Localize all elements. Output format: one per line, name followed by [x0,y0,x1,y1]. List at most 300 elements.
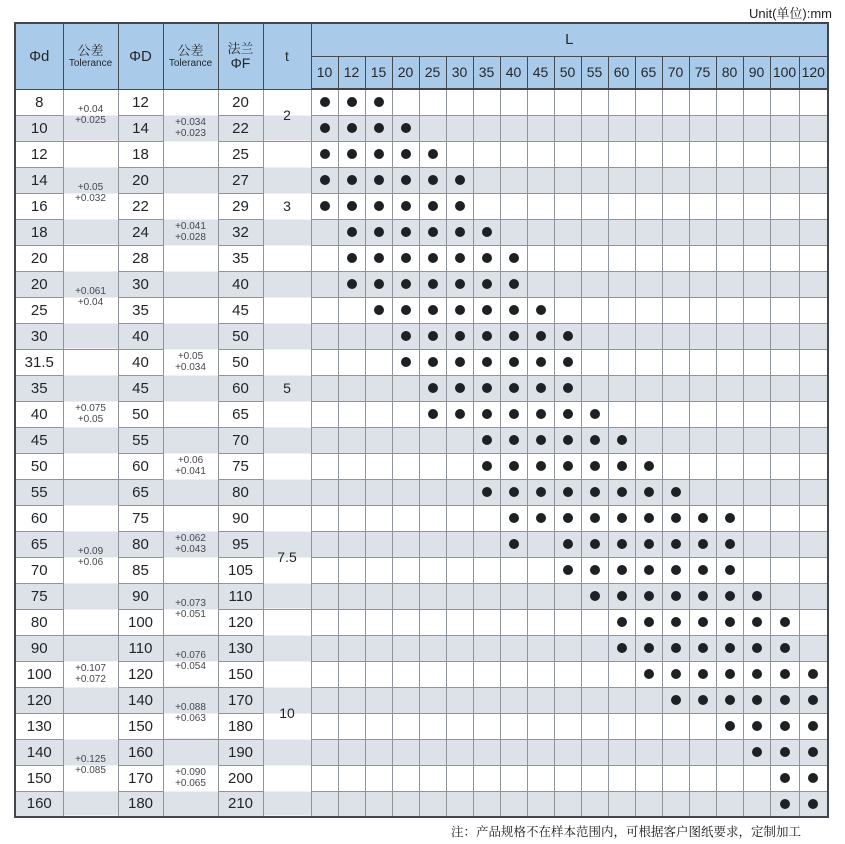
availability-dot-icon [590,565,600,575]
l-cell [311,453,338,479]
l-header-20: 20 [392,56,419,89]
phi-D-cell: 180 [118,791,163,817]
phi-D-cell: 30 [118,271,163,297]
l-cell [392,271,419,297]
spec-row [15,609,828,635]
l-cell [338,323,365,349]
spec-row [15,713,828,739]
spec-row [15,479,828,505]
l-cell [662,141,689,167]
l-cell [419,375,446,401]
l-cell [608,661,635,687]
l-cell [581,479,608,505]
l-cell [419,505,446,531]
t-cell: 3 [263,141,311,271]
availability-dot-icon [644,669,654,679]
l-cell [635,245,662,271]
l-cell [689,401,716,427]
l-cell [662,661,689,687]
tolerance-D-label-en: Tolerance [168,58,213,70]
phi-D-cell: 18 [118,141,163,167]
l-cell [446,479,473,505]
l-cell [716,401,743,427]
l-cell [473,583,500,609]
availability-dot-icon [725,669,735,679]
spec-row [15,375,828,401]
l-cell [743,531,770,557]
l-cell [527,375,554,401]
l-cell [392,245,419,271]
l-cell [311,713,338,739]
l-cell [608,167,635,193]
l-header-60: 60 [608,56,635,89]
phi-d-cell: 18 [15,219,63,245]
l-cell [635,401,662,427]
availability-dot-icon [482,279,492,289]
l-cell [662,583,689,609]
availability-dot-icon [563,565,573,575]
availability-dot-icon [428,331,438,341]
l-cell [500,271,527,297]
l-cell [365,427,392,453]
l-cell [689,583,716,609]
l-cell [446,557,473,583]
l-cell [338,609,365,635]
availability-dot-icon [536,331,546,341]
l-cell [554,687,581,713]
l-cell [446,193,473,219]
l-cell [743,635,770,661]
availability-dot-icon [617,487,627,497]
l-header-45: 45 [527,56,554,89]
l-cell [581,115,608,141]
l-cell [716,687,743,713]
spec-row [15,193,828,219]
l-cell [554,401,581,427]
availability-dot-icon [752,721,762,731]
l-cell [662,713,689,739]
l-cell [662,245,689,271]
l-cell [365,349,392,375]
l-cell [527,323,554,349]
l-cell [635,323,662,349]
l-cell [799,271,828,297]
l-cell [311,739,338,765]
l-cell [554,661,581,687]
l-cell [392,609,419,635]
col-header-flange [218,23,263,89]
l-cell [635,791,662,817]
tolerance-D-cell: +0.034 +0.023 [163,89,218,167]
l-cell [419,765,446,791]
availability-dot-icon [401,305,411,315]
l-cell [662,323,689,349]
l-cell [473,479,500,505]
l-cell [500,531,527,557]
availability-dot-icon [347,227,357,237]
spec-row [15,323,828,349]
availability-dot-icon [808,695,818,705]
availability-dot-icon [347,123,357,133]
availability-dot-icon [752,669,762,679]
availability-dot-icon [725,539,735,549]
l-cell [770,791,799,817]
l-cell [338,297,365,323]
availability-dot-icon [752,643,762,653]
l-cell [311,115,338,141]
l-cell [799,167,828,193]
phi-D-cell: 80 [118,531,163,557]
l-cell [554,791,581,817]
header-row-main [15,23,828,56]
l-cell [500,557,527,583]
l-cell [743,323,770,349]
l-cell [799,609,828,635]
availability-dot-icon [698,565,708,575]
phi-d-cell: 70 [15,557,63,583]
l-cell [799,323,828,349]
l-cell [554,453,581,479]
availability-dot-icon [482,253,492,263]
availability-dot-icon [808,669,818,679]
tolerance-D-cell: +0.05 +0.034 [163,297,218,427]
l-cell [716,427,743,453]
l-cell [799,141,828,167]
l-cell [662,193,689,219]
l-cell [770,323,799,349]
l-cell [581,505,608,531]
l-cell [770,271,799,297]
t-cell: 7.5 [263,505,311,609]
l-cell [716,245,743,271]
l-cell [554,219,581,245]
spec-row [15,297,828,323]
l-header-75: 75 [689,56,716,89]
l-cell [662,401,689,427]
l-cell [662,427,689,453]
l-cell [338,453,365,479]
availability-dot-icon [455,383,465,393]
l-cell [554,193,581,219]
l-cell [527,505,554,531]
l-cell [338,349,365,375]
l-cell [446,271,473,297]
l-cell [365,739,392,765]
l-cell [446,297,473,323]
l-cell [716,713,743,739]
l-cell [689,297,716,323]
phi-D-cell: 40 [118,349,163,375]
availability-dot-icon [752,591,762,601]
l-cell [500,297,527,323]
l-cell [770,193,799,219]
l-cell [716,271,743,297]
l-cell [311,349,338,375]
l-cell [554,89,581,115]
col-header-t: t [263,23,311,89]
phi-d-cell: 10 [15,115,63,141]
l-cell [365,115,392,141]
flange-cell: 170 [218,687,263,713]
l-cell [446,739,473,765]
tolerance-D-label-cn: 公差 [177,43,204,59]
l-cell [554,479,581,505]
phi-D-cell: 150 [118,713,163,739]
l-cell [365,141,392,167]
l-cell [527,765,554,791]
flange-label-symbol: ΦF [230,55,251,72]
availability-dot-icon [428,383,438,393]
l-cell [500,349,527,375]
availability-dot-icon [617,539,627,549]
l-cell [689,141,716,167]
l-cell [635,427,662,453]
availability-dot-icon [347,149,357,159]
l-cell [392,583,419,609]
l-cell [799,557,828,583]
l-header-40: 40 [500,56,527,89]
flange-cell: 29 [218,193,263,219]
availability-dot-icon [617,461,627,471]
l-cell [743,687,770,713]
tolerance-d-cell: +0.075 +0.05 [63,349,118,479]
l-header-90: 90 [743,56,770,89]
phi-d-cell: 30 [15,323,63,349]
availability-dot-icon [536,513,546,523]
l-cell [338,401,365,427]
l-cell [770,661,799,687]
availability-dot-icon [320,123,330,133]
l-cell [799,453,828,479]
l-cell [500,791,527,817]
phi-D-cell: 100 [118,609,163,635]
flange-cell: 110 [218,583,263,609]
l-cell [392,89,419,115]
phi-d-cell: 50 [15,453,63,479]
l-cell [635,375,662,401]
availability-dot-icon [780,773,790,783]
l-cell [689,193,716,219]
l-cell [338,583,365,609]
l-cell [554,297,581,323]
l-cell [581,661,608,687]
l-cell [446,687,473,713]
l-cell [419,557,446,583]
l-cell [365,661,392,687]
l-cell [608,375,635,401]
l-cell [770,479,799,505]
l-cell [311,375,338,401]
l-cell [716,167,743,193]
l-cell [527,297,554,323]
l-cell [419,245,446,271]
l-cell [392,297,419,323]
l-cell [770,453,799,479]
l-cell [635,739,662,765]
l-cell [716,115,743,141]
l-cell [581,609,608,635]
l-cell [419,219,446,245]
spec-row [15,427,828,453]
availability-dot-icon [725,721,735,731]
availability-dot-icon [536,435,546,445]
col-header-L: L [311,23,828,56]
l-cell [716,375,743,401]
l-cell [311,505,338,531]
phi-D-cell: 65 [118,479,163,505]
tolerance-D-cell: +0.073 +0.051 [163,583,218,635]
availability-dot-icon [428,201,438,211]
l-cell [662,557,689,583]
l-cell [581,427,608,453]
availability-dot-icon [752,747,762,757]
availability-dot-icon [808,799,818,809]
l-cell [635,297,662,323]
l-cell [419,167,446,193]
availability-dot-icon [563,331,573,341]
l-cell [554,557,581,583]
l-cell [770,89,799,115]
availability-dot-icon [536,487,546,497]
availability-dot-icon [644,487,654,497]
spec-row [15,89,828,115]
phi-d-cell: 14 [15,167,63,193]
l-cell [311,557,338,583]
l-cell [392,505,419,531]
availability-dot-icon [509,461,519,471]
availability-dot-icon [347,253,357,263]
availability-dot-icon [482,487,492,497]
l-cell [500,323,527,349]
l-cell [473,271,500,297]
availability-dot-icon [808,721,818,731]
l-cell [689,453,716,479]
l-cell [311,687,338,713]
l-cell [473,297,500,323]
flange-cell: 32 [218,219,263,245]
l-cell [338,687,365,713]
footnote: 注：产品规格不在样本范围内，可根据客户图纸要求，定制加工 [450,825,801,839]
l-cell [419,141,446,167]
l-cell [446,323,473,349]
l-cell [500,375,527,401]
availability-dot-icon [509,435,519,445]
l-cell [743,271,770,297]
l-cell [743,557,770,583]
spec-row [15,765,828,791]
l-cell [527,739,554,765]
l-cell [392,193,419,219]
availability-dot-icon [644,617,654,627]
phi-d-cell: 130 [15,713,63,739]
phi-d-cell: 8 [15,89,63,115]
l-cell [365,635,392,661]
tolerance-d-label-cn: 公差 [77,43,104,59]
availability-dot-icon [780,747,790,757]
availability-dot-icon [698,539,708,549]
flange-cell: 25 [218,141,263,167]
tolerance-d-cell: +0.09 +0.06 [63,479,118,635]
l-cell [716,193,743,219]
flange-cell: 27 [218,167,263,193]
l-cell [311,297,338,323]
l-cell [446,219,473,245]
l-cell [716,765,743,791]
availability-dot-icon [563,461,573,471]
l-cell [446,453,473,479]
phi-d-cell: 90 [15,635,63,661]
l-cell [799,401,828,427]
l-cell [716,557,743,583]
l-cell [635,765,662,791]
l-cell [473,115,500,141]
l-cell [635,609,662,635]
tolerance-d-cell: +0.061 +0.04 [63,245,118,349]
availability-dot-icon [671,695,681,705]
l-cell [527,271,554,297]
l-cell [716,297,743,323]
availability-dot-icon [347,279,357,289]
phi-D-cell: 24 [118,219,163,245]
l-cell [770,739,799,765]
l-cell [527,791,554,817]
l-cell [554,167,581,193]
phi-D-cell: 20 [118,167,163,193]
flange-cell: 35 [218,245,263,271]
l-cell [419,583,446,609]
l-cell [635,115,662,141]
l-cell [554,739,581,765]
flange-cell: 70 [218,427,263,453]
l-cell [338,375,365,401]
spec-row [15,687,828,713]
l-cell [608,271,635,297]
availability-dot-icon [320,97,330,107]
t-cell: 10 [263,609,311,817]
l-cell [689,635,716,661]
phi-d-cell: 16 [15,193,63,219]
l-cell [608,479,635,505]
l-cell [743,375,770,401]
l-cell [392,141,419,167]
flange-cell: 210 [218,791,263,817]
availability-dot-icon [428,253,438,263]
l-cell [446,635,473,661]
availability-dot-icon [644,513,654,523]
l-cell [716,453,743,479]
availability-dot-icon [617,435,627,445]
l-cell [419,115,446,141]
l-cell [500,661,527,687]
l-cell [419,791,446,817]
flange-cell: 40 [218,271,263,297]
l-cell [419,401,446,427]
availability-dot-icon [536,383,546,393]
availability-dot-icon [780,721,790,731]
l-cell [365,219,392,245]
l-cell [581,765,608,791]
l-cell [554,713,581,739]
l-cell [716,635,743,661]
availability-dot-icon [590,409,600,419]
availability-dot-icon [455,305,465,315]
l-cell [689,245,716,271]
availability-dot-icon [808,773,818,783]
l-cell [799,791,828,817]
availability-dot-icon [725,643,735,653]
l-cell [527,453,554,479]
l-cell [662,375,689,401]
